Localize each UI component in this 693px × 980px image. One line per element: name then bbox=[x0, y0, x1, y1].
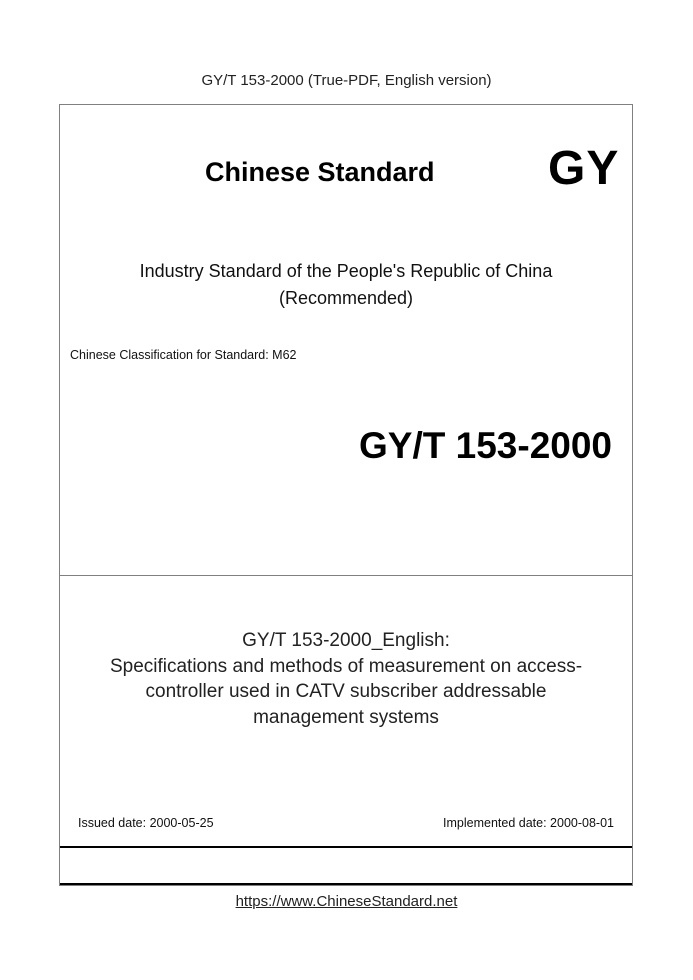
industry-statement bbox=[60, 258, 632, 312]
document-title bbox=[60, 628, 632, 730]
cover-frame bbox=[59, 104, 633, 886]
title-line-1: GY/T 153-2000_English: bbox=[242, 630, 450, 651]
website-link bbox=[0, 893, 693, 910]
cover-footer-bar bbox=[60, 846, 632, 885]
standard-label: Chinese Standard bbox=[205, 157, 435, 187]
title-line-3: controller used in CATV subscriber addressable bbox=[145, 681, 547, 702]
running-header: GY/T 153-2000 (True-PDF, English version) bbox=[201, 72, 492, 89]
cover-upper-section bbox=[60, 105, 632, 576]
standard-prefix: GY bbox=[548, 142, 620, 195]
issued-date: Issued date: 2000-05-25 bbox=[78, 816, 214, 830]
standard-number: GY/T 153-2000 bbox=[359, 425, 612, 466]
classification-text: Chinese Classification for Standard: M62 bbox=[70, 348, 297, 362]
website-link-anchor[interactable]: https://www.ChineseStandard.net bbox=[235, 893, 458, 910]
cover-lower-section bbox=[60, 576, 632, 846]
title-line-4: management systems bbox=[253, 706, 439, 728]
title-line-2: Specifications and methods of measurement on access- bbox=[109, 655, 583, 677]
industry-line-1: Industry Standard of the People's Republic of China bbox=[139, 261, 553, 281]
industry-line-2: (Recommended) bbox=[278, 288, 414, 308]
implemented-date: Implemented date: 2000-08-01 bbox=[443, 816, 614, 830]
